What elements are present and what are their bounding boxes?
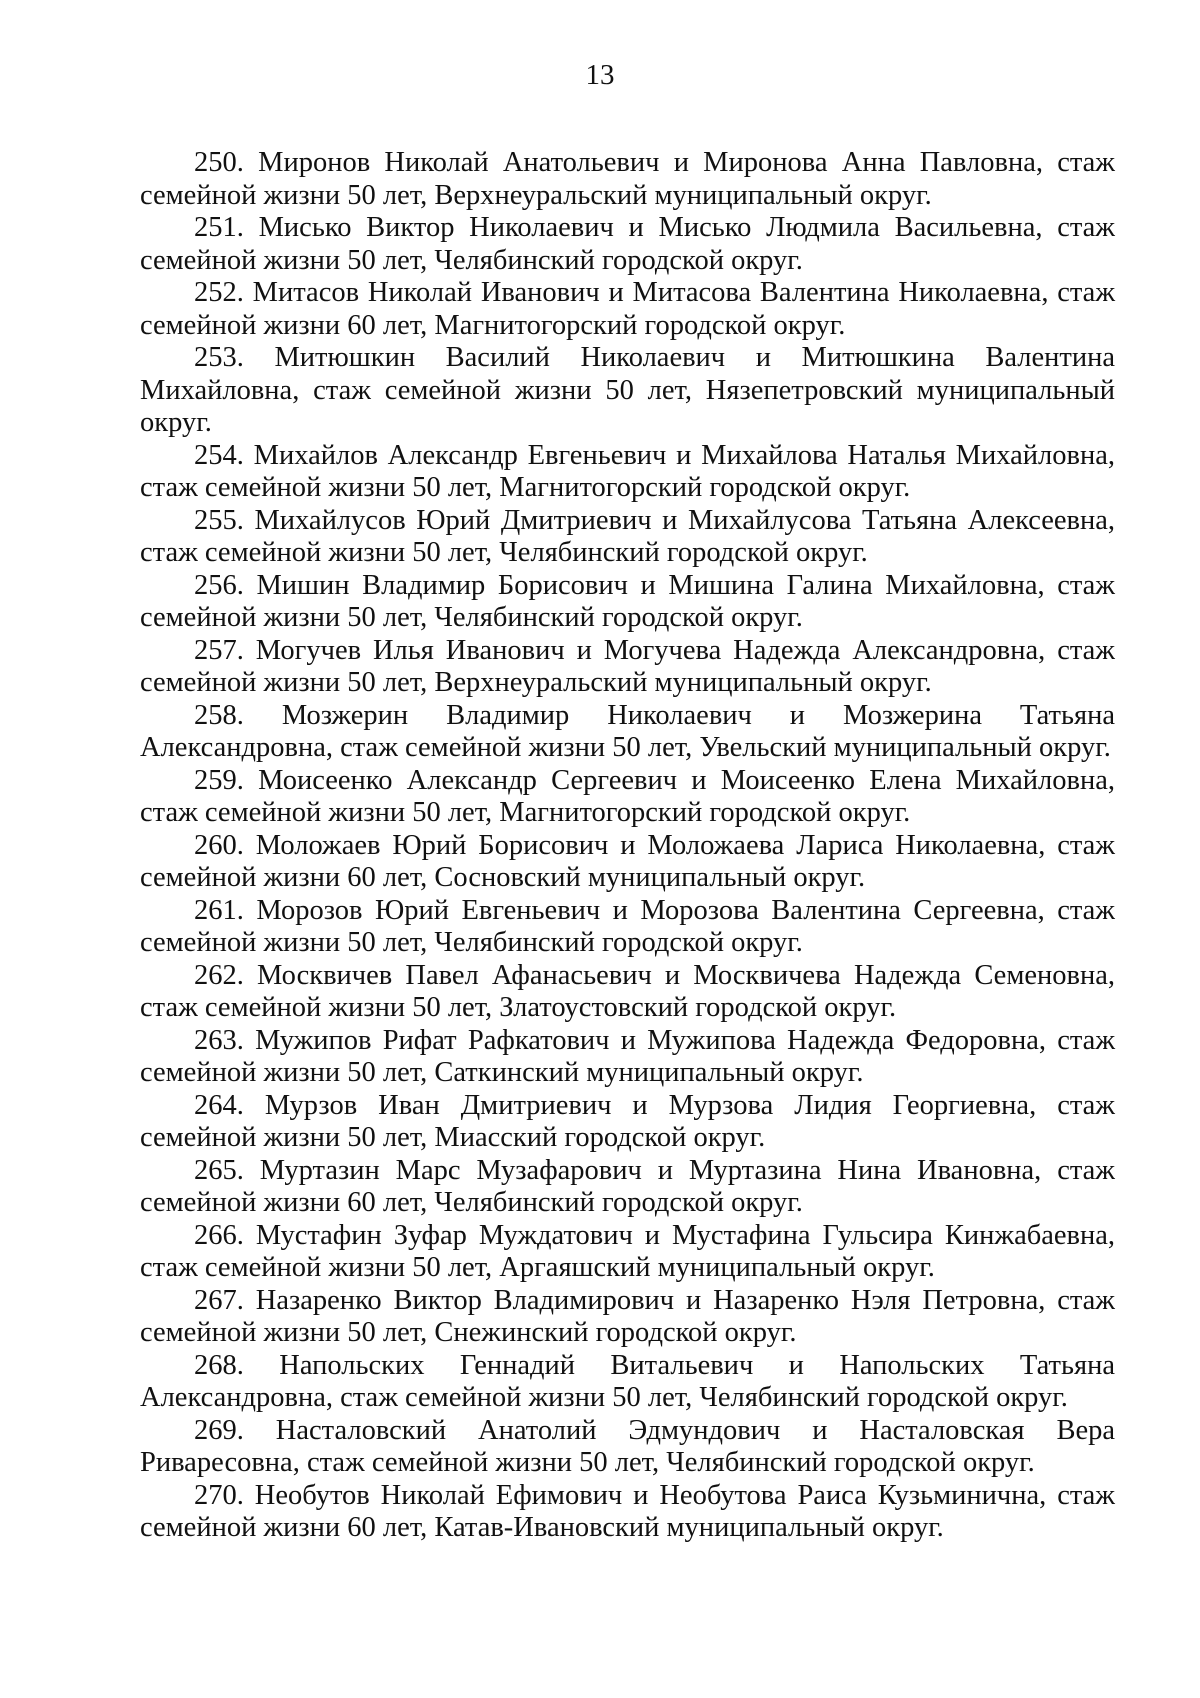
list-item xyxy=(140,212,1115,277)
list-item xyxy=(140,505,1115,570)
entry-text: Могучев Илья Иванович и Могучева Надежда Александровна, стаж семейной жизни 50 лет, Верхнеуральский муниципальный округ. xyxy=(140,634,1115,698)
entry-number: 270. xyxy=(194,1479,244,1511)
entry-number: 257. xyxy=(194,634,244,666)
list-item xyxy=(140,960,1115,1025)
entry-text: Михайлусов Юрий Дмитриевич и Михайлусова Татьяна Алексеевна, стаж семейной жизни 50 лет, Челябинский городской округ. xyxy=(140,504,1116,568)
entry-text: Митюшкин Василий Николаевич и Митюшкина Валентина Михайловна, стаж семейной жизни 50 лет, Нязепетровский муниципальный округ. xyxy=(140,342,1115,438)
entry-text: Миронов Николай Анатольевич и Миронова Анна Павловна, стаж семейной жизни 50 лет, Верхнеуральский муниципальный округ. xyxy=(140,147,1115,211)
list-item xyxy=(140,342,1115,440)
entry-text: Мисько Виктор Николаевич и Мисько Людмила Васильевна, стаж семейной жизни 50 лет, Челябинский городской округ. xyxy=(140,212,1115,276)
entry-text: Митасов Николай Иванович и Митасова Валентина Николаевна, стаж семейной жизни 60 лет, Магнитогорский городской округ. xyxy=(140,277,1116,341)
list-item xyxy=(140,1220,1115,1285)
entry-text: Моисеенко Александр Сергеевич и Моисеенко Елена Михайловна, стаж семейной жизни 50 лет, Магнитогорский городской округ. xyxy=(140,764,1116,828)
entry-text: Необутов Николай Ефимович и Необутова Раиса Кузьминична, стаж семейной жизни 60 лет, Катав-Ивановский муниципальный округ. xyxy=(140,1479,1116,1543)
entry-text: Моложаев Юрий Борисович и Моложаева Лариса Николаевна, стаж семейной жизни 60 лет, Сосновский муниципальный округ. xyxy=(140,829,1116,893)
entry-text: Мозжерин Владимир Николаевич и Мозжерина Татьяна Александровна, стаж семейной жизни 50 лет, Увельский муниципальный округ. xyxy=(140,699,1115,763)
entry-number: 269. xyxy=(194,1414,244,1446)
entry-number: 259. xyxy=(194,764,244,796)
list-item xyxy=(140,1480,1115,1545)
entry-text: Напольских Геннадий Витальевич и Напольских Татьяна Александровна, стаж семейной жизни 50 лет, Челябинский городской округ. xyxy=(140,1349,1116,1413)
list-item xyxy=(140,440,1115,505)
entry-number: 262. xyxy=(194,959,244,991)
entry-text: Москвичев Павел Афанасьевич и Москвичева Надежда Семеновна, стаж семейной жизни 50 лет, Златоустовский городской округ. xyxy=(140,959,1115,1023)
entry-number: 254. xyxy=(194,439,244,471)
entry-text: Морозов Юрий Евгеньевич и Морозова Валентина Сергеевна, стаж семейной жизни 50 лет, Челябинский городской округ. xyxy=(140,894,1115,958)
entry-number: 268. xyxy=(194,1349,244,1381)
entry-number: 250. xyxy=(194,147,244,178)
entry-number: 256. xyxy=(194,569,244,601)
list-item xyxy=(140,1415,1115,1480)
list-item xyxy=(140,570,1115,635)
entry-text: Насталовский Анатолий Эдмундович и Насталовская Вера Риваресовна, стаж семейной жизни 50 лет, Челябинский городской округ. xyxy=(140,1414,1115,1478)
entry-number: 255. xyxy=(194,504,244,536)
list-item xyxy=(140,1090,1115,1155)
entry-number: 263. xyxy=(194,1024,244,1056)
entry-number: 261. xyxy=(194,894,244,926)
list-item xyxy=(140,1285,1115,1350)
entry-text: Михайлов Александр Евгеньевич и Михайлова Наталья Михайловна, стаж семейной жизни 50 лет, Магнитогорский городской округ. xyxy=(140,439,1115,503)
list-item xyxy=(140,895,1115,960)
list-item xyxy=(140,147,1115,212)
entry-number: 267. xyxy=(194,1284,244,1316)
entry-number: 265. xyxy=(194,1154,244,1186)
entry-number: 258. xyxy=(194,699,244,731)
entry-number: 251. xyxy=(194,212,244,243)
entry-number: 266. xyxy=(194,1219,244,1251)
list-item xyxy=(140,1155,1115,1220)
entry-text: Мишин Владимир Борисович и Мишина Галина Михайловна, стаж семейной жизни 50 лет, Челябинский городской округ. xyxy=(140,569,1115,633)
entry-text: Назаренко Виктор Владимирович и Назаренко Нэля Петровна, стаж семейной жизни 50 лет, Снежинский городской округ. xyxy=(140,1284,1116,1348)
entry-text: Муртазин Марс Музафарович и Муртазина Нина Ивановна, стаж семейной жизни 60 лет, Челябинский городской округ. xyxy=(140,1154,1115,1218)
entry-text: Мурзов Иван Дмитриевич и Мурзова Лидия Георгиевна, стаж семейной жизни 50 лет, Миасский городской округ. xyxy=(140,1089,1115,1153)
entry-number: 253. xyxy=(194,342,244,373)
entry-text: Мустафин Зуфар Муждатович и Мустафина Гульсира Кинжабаевна, стаж семейной жизни 50 лет, Аргаяшский муниципальный округ. xyxy=(140,1219,1116,1283)
list-item xyxy=(140,765,1115,830)
list-item xyxy=(140,700,1115,765)
entry-number: 252. xyxy=(194,277,244,308)
entry-list xyxy=(140,147,1115,1545)
list-item xyxy=(140,277,1115,342)
entry-number: 260. xyxy=(194,829,244,861)
entry-number: 264. xyxy=(194,1089,244,1121)
list-item xyxy=(140,1025,1115,1090)
list-item xyxy=(140,635,1115,700)
entry-text: Мужипов Рифат Рафкатович и Мужипова Надежда Федоровна, стаж семейной жизни 50 лет, Саткинский муниципальный округ. xyxy=(140,1024,1116,1088)
list-item xyxy=(140,830,1115,895)
list-item xyxy=(140,1350,1115,1415)
page-number: 13 xyxy=(585,59,615,91)
